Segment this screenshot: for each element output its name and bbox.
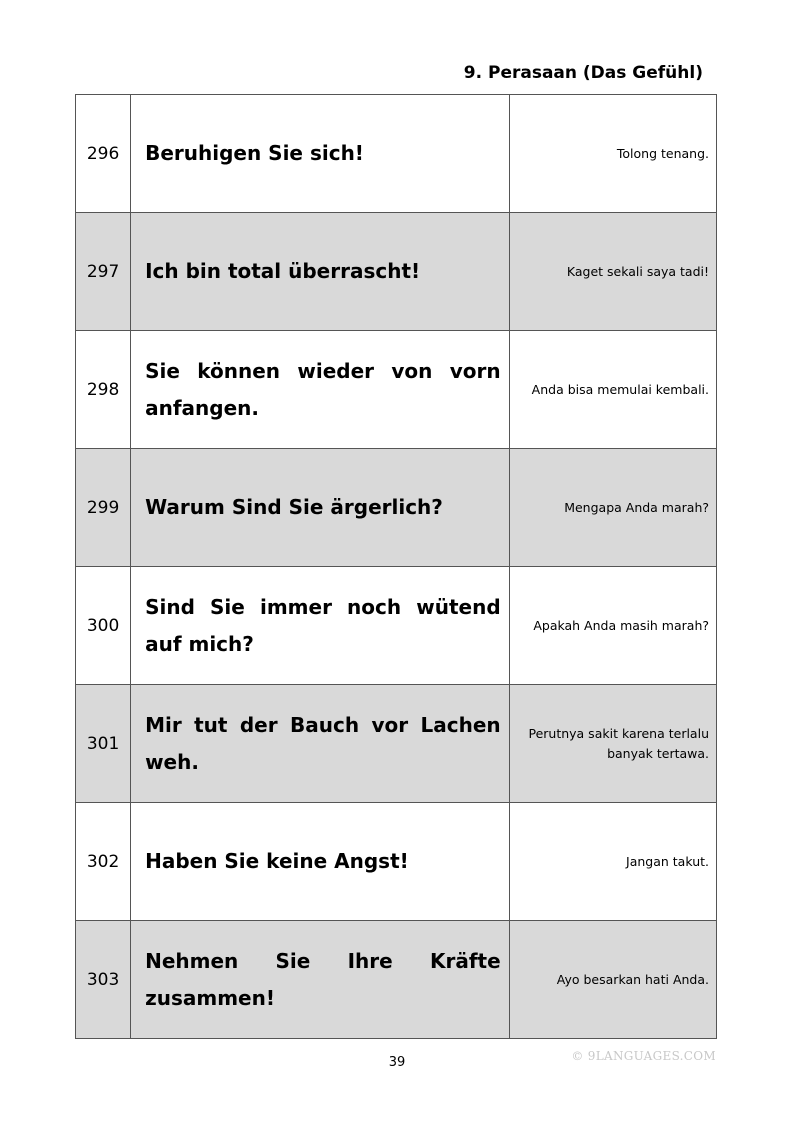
table-row (76, 213, 717, 331)
phrase-table (75, 94, 717, 1039)
table-row (76, 95, 717, 213)
indonesian-translation: Anda bisa memulai kembali. (509, 331, 716, 449)
phrase-number: 300 (76, 567, 131, 685)
german-phrase: Beruhigen Sie sich! (131, 95, 510, 213)
german-phrase: Haben Sie keine Angst! (131, 803, 510, 921)
phrase-number: 297 (76, 213, 131, 331)
indonesian-translation: Perutnya sakit karena terlalu banyak tertawa. (509, 685, 716, 803)
table-row (76, 685, 717, 803)
german-phrase: Sie können wieder von vorn anfangen. (131, 331, 510, 449)
indonesian-translation: Jangan takut. (509, 803, 716, 921)
phrase-number: 298 (76, 331, 131, 449)
german-phrase: Ich bin total überrascht! (131, 213, 510, 331)
table-row (76, 921, 717, 1039)
phrase-number: 302 (76, 803, 131, 921)
german-phrase: Sind Sie immer noch wütend auf mich? (131, 567, 510, 685)
german-phrase: Nehmen Sie Ihre Kräfte zusammen! (131, 921, 510, 1039)
indonesian-translation: Ayo besarkan hati Anda. (509, 921, 716, 1039)
phrase-number: 296 (76, 95, 131, 213)
indonesian-translation: Kaget sekali saya tadi! (509, 213, 716, 331)
table-row (76, 449, 717, 567)
table-row (76, 803, 717, 921)
indonesian-translation: Apakah Anda masih marah? (509, 567, 716, 685)
indonesian-translation: Mengapa Anda marah? (509, 449, 716, 567)
german-phrase: Warum Sind Sie ärgerlich? (131, 449, 510, 567)
table-row (76, 567, 717, 685)
phrase-number: 299 (76, 449, 131, 567)
page-number: 39 (388, 1055, 406, 1070)
phrase-number: 303 (76, 921, 131, 1039)
table-row (76, 331, 717, 449)
german-phrase: Mir tut der Bauch vor Lachen weh. (131, 685, 510, 803)
phrase-number: 301 (76, 685, 131, 803)
section-title: 9. Perasaan (Das Gefühl) (463, 63, 703, 83)
watermark: © 9LANGUAGES.COM (571, 1049, 716, 1063)
indonesian-translation: Tolong tenang. (509, 95, 716, 213)
